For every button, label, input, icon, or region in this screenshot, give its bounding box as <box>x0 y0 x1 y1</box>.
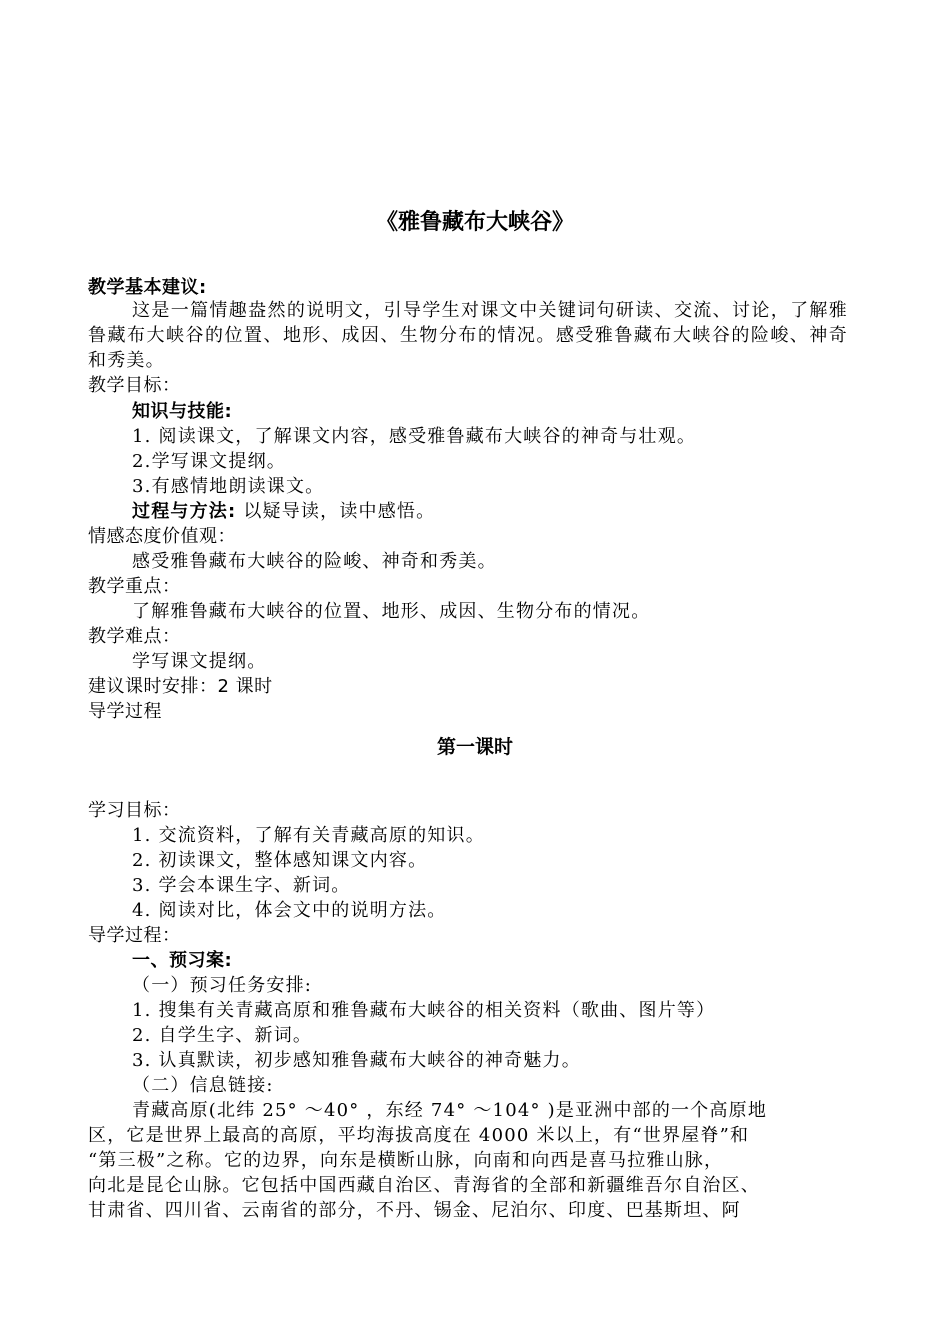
knowledge-heading: 知识与技能: <box>132 401 233 422</box>
process-method-label: 过程与方法: <box>132 501 237 522</box>
key-points-text: 了解雅鲁藏布大峡谷的位置、地形、成因、生物分布的情况。 <box>132 601 651 622</box>
basic-advice-text: 这是一篇情趣盎然的说明文，引导学生对课文中关键词句研读、交流、讨论，了解雅鲁藏布大峡谷的位置、地形、成因、生物分布的情况。感受雅鲁藏布大峡谷的险峻、神奇和秀美。 <box>88 300 848 371</box>
task-item-2: 2. 自学生字、新词。 <box>132 1025 313 1046</box>
guide-heading: 导学过程 <box>88 701 162 722</box>
process-method-text: 以疑导读，读中感悟。 <box>236 501 436 522</box>
goal-item-1: 1. 阅读课文，了解课文内容，感受雅鲁藏布大峡谷的神奇与壮观。 <box>132 426 697 447</box>
basic-advice-heading: 教学基本建议: <box>88 277 207 298</box>
task-item-3: 3. 认真默读，初步感知雅鲁藏布大峡谷的神奇魅力。 <box>132 1050 581 1071</box>
goal-item-3: 3.有感情地朗读课文。 <box>132 476 325 497</box>
difficulty-heading: 教学难点： <box>88 626 181 647</box>
goal-item-2: 2.学写课文提纲。 <box>132 451 286 472</box>
study-goal-4: 4. 阅读对比，体会文中的说明方法。 <box>132 900 447 921</box>
difficulty-text: 学写课文提纲。 <box>132 651 267 672</box>
goals-heading: 教学目标： <box>88 375 181 396</box>
study-goal-3: 3. 学会本课生字、新词。 <box>132 875 351 896</box>
study-goal-2: 2. 初读课文，整体感知课文内容。 <box>132 850 428 871</box>
lesson-title: 第一课时 <box>436 736 513 758</box>
info-line-4: 向北是昆仑山脉。它包括中国西藏自治区、青海省的全部和新疆维吾尔自治区、 <box>88 1175 760 1196</box>
document-title: 《雅鲁藏布大峡谷》 <box>375 210 574 235</box>
preview-heading: 一、预习案: <box>132 950 233 971</box>
task-heading: （一）预习任务安排: <box>132 975 313 996</box>
info-line-3: “第三极”之称。它的边界，向东是横断山脉，向南和向西是喜马拉雅山脉， <box>88 1150 724 1171</box>
emotion-text: 感受雅鲁藏布大峡谷的险峻、神奇和秀美。 <box>132 551 497 572</box>
study-goals-heading: 学习目标： <box>88 800 181 821</box>
study-goal-1: 1. 交流资料，了解有关青藏高原的知识。 <box>132 825 485 846</box>
process-heading: 导学过程： <box>88 925 181 946</box>
process-method-line <box>132 499 435 524</box>
schedule-line: 建议课时安排：2 课时 <box>88 676 273 697</box>
info-line-2: 区，它是世界上最高的高原，平均海拔高度在 4000 米以上，有“世界屋脊”和 <box>88 1125 750 1146</box>
emotion-heading: 情感态度价值观： <box>88 526 236 547</box>
task-item-1: 1. 搜集有关青藏高原和雅鲁藏布大峡谷的相关资料（歌曲、图片等） <box>132 1000 716 1021</box>
info-line-1: 青藏高原(北纬 25° ～40° ，东经 74° ～104° )是亚洲中部的一个高原地 <box>132 1100 768 1121</box>
info-heading: （二）信息链接: <box>132 1075 274 1096</box>
info-line-5: 甘肃省、四川省、云南省的部分，不丹、锡金、尼泊尔、印度、巴基斯坦、阿 <box>88 1200 741 1221</box>
key-points-heading: 教学重点： <box>88 576 181 597</box>
